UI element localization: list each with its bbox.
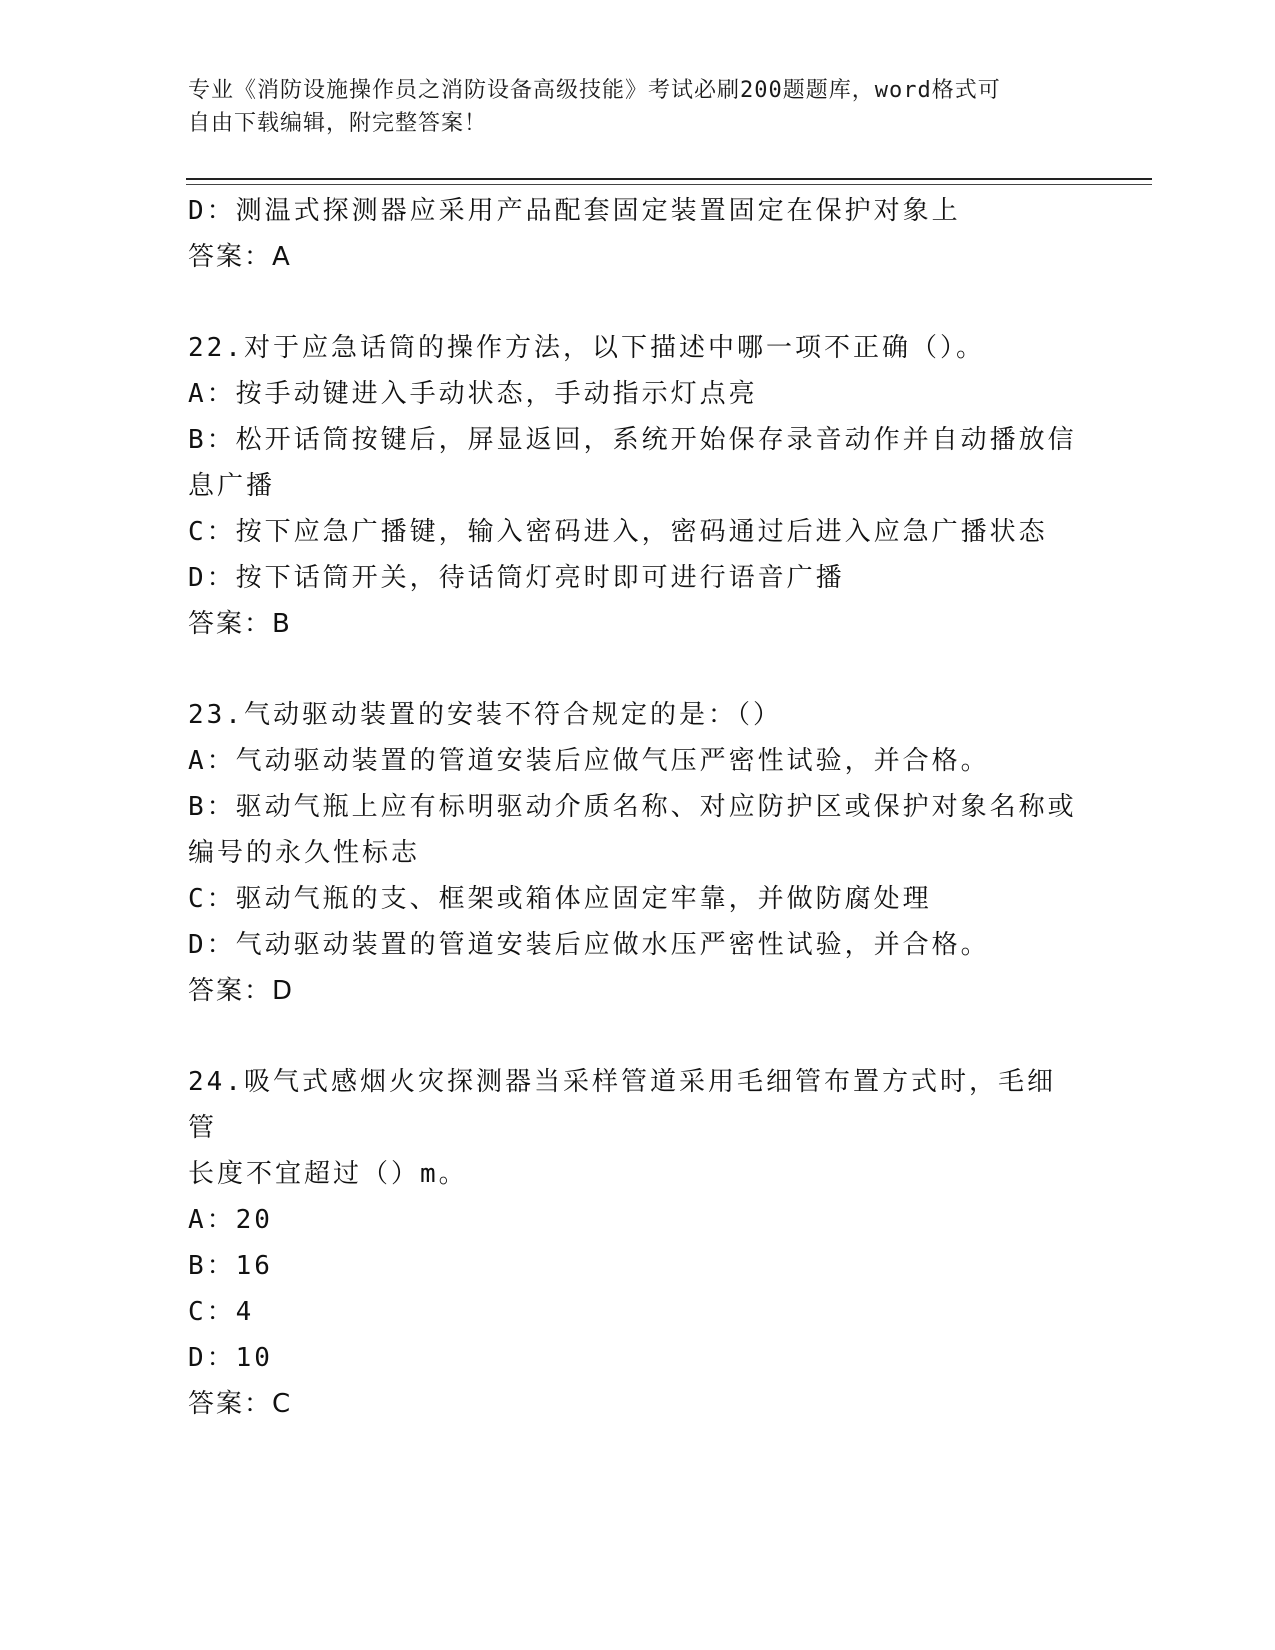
question-24 — [188, 1059, 1078, 1427]
question-list — [188, 188, 1078, 1427]
question-23 — [188, 692, 1078, 1014]
option-b: B：16 — [188, 1251, 273, 1281]
prev-answer: 答案：A — [188, 242, 292, 272]
header-divider-thick — [186, 178, 1152, 180]
question-stem-continued: 长度不宜超过（）m。 — [188, 1159, 468, 1189]
option-c: C：按下应急广播键，输入密码进入，密码通过后进入应急广播状态 — [188, 517, 1048, 547]
option-d: D：按下话筒开关，待话筒灯亮时即可进行语音广播 — [188, 563, 845, 593]
spacer — [188, 647, 1078, 692]
question-stem: 23.气动驱动装置的安装不符合规定的是：（） — [188, 700, 782, 730]
option-b-continued: 编号的永久性标志 — [188, 838, 421, 868]
option-b: B：驱动气瓶上应有标明驱动介质名称、对应防护区或保护对象名称或 — [188, 792, 1077, 822]
answer: 答案：C — [188, 1389, 293, 1419]
spacer — [188, 280, 1078, 325]
option-d: D：气动驱动装置的管道安装后应做水压严密性试验，并合格。 — [188, 930, 990, 960]
option-b-continued: 息广播 — [188, 471, 276, 501]
header-line-1: 专业《消防设施操作员之消防设备高级技能》考试必刷200题题库，word格式可 — [188, 78, 1001, 103]
option-b: B：松开话筒按键后，屏显返回，系统开始保存录音动作并自动播放信 — [188, 425, 1077, 455]
header-line-2: 自由下载编辑，附完整答案！ — [188, 111, 488, 136]
option-a: A：20 — [188, 1205, 273, 1235]
prev-option-d: D：测温式探测器应采用产品配套固定装置固定在保护对象上 — [188, 196, 961, 226]
document-header — [188, 74, 1068, 140]
answer: 答案：B — [188, 609, 292, 639]
question-stem: 22.对于应急话筒的操作方法，以下描述中哪一项不正确（）。 — [188, 333, 985, 363]
answer: 答案：D — [188, 976, 295, 1006]
option-a: A：按手动键进入手动状态，手动指示灯点亮 — [188, 379, 758, 409]
option-d: D：10 — [188, 1343, 273, 1373]
question-stem: 24.吸气式感烟火灾探测器当采样管道采用毛细管布置方式时，毛细管 — [188, 1067, 1056, 1143]
option-a: A：气动驱动装置的管道安装后应做气压严密性试验，并合格。 — [188, 746, 990, 776]
header-divider-thin — [186, 184, 1152, 185]
option-c: C：4 — [188, 1297, 255, 1327]
question-22 — [188, 325, 1078, 647]
spacer — [188, 1014, 1078, 1059]
option-c: C：驱动气瓶的支、框架或箱体应固定牢靠，并做防腐处理 — [188, 884, 932, 914]
